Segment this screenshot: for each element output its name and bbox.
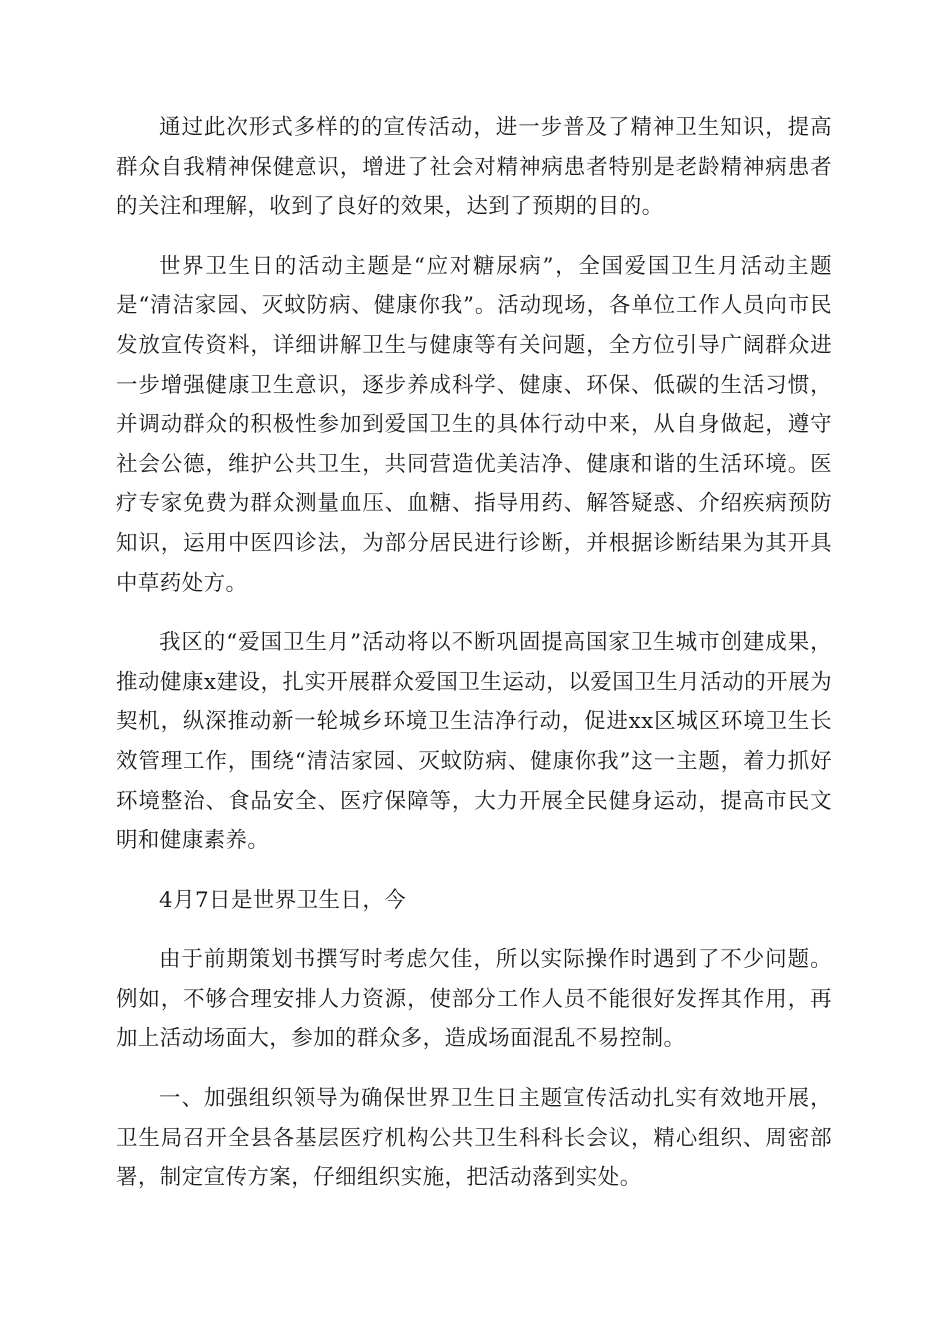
paragraph-3: 我区的“爱国卫生月”活动将以不断巩固提高国家卫生城市创建成果，推动健康x建设，扎实开展群众爱国卫生运动，以爱国卫生月活动的开展为契机，纵深推动新一轮城乡环境卫生洁净行动，促进xx区城区环境卫生长效管理工作，围绕“清洁家园、灭蚊防病、健康你我”这一主题，着力抓好环境整治、食品安全、医疗保障等，大力开展全民健身运动，提高市民文明和健康素养。	[116, 630, 832, 854]
paragraph-2: 世界卫生日的活动主题是“应对糖尿病”，全国爱国卫生月活动主题是“清洁家园、灭蚊防病、健康你我”。活动现场，各单位工作人员向市民发放宣传资料，详细讲解卫生与健康等有关问题，全方位引导广阔群众进一步增强健康卫生意识，逐步养成科学、健康、环保、低碳的生活习惯，并调动群众的积极性参加到爱国卫生的具体行动中来，从自身做起，遵守社会公德，维护公共卫生，共同营造优美洁净、健康和谐的生活环境。医疗专家免费为群众测量血压、血糖、指导用药、解答疑惑、介绍疾病预防知识，运用中医四诊法，为部分居民进行诊断，并根据诊断结果为其开具中草药处方。	[116, 253, 832, 596]
paragraph-5: 由于前期策划书撰写时考虑欠佳，所以实际操作时遇到了不少问题。例如，不够合理安排人力资源，使部分工作人员不能很好发挥其作用，再加上活动场面大，参加的群众多，造成场面混乱不易控制。	[116, 947, 832, 1052]
paragraph-6: 一、加强组织领导为确保世界卫生日主题宣传活动扎实有效地开展，卫生局召开全县各基层医疗机构公共卫生科科长会议，精心组织、周密部署，制定宣传方案，仔细组织实施，把活动落到实处。	[116, 1086, 832, 1191]
paragraph-4: 4月7日是世界卫生日，今	[159, 887, 407, 913]
document-body	[116, 108, 832, 1218]
paragraph-1: 通过此次形式多样的的宣传活动，进一步普及了精神卫生知识，提高群众自我精神保健意识，增进了社会对精神病患者特别是老龄精神病患者的关注和理解，收到了良好的效果，达到了预期的目的。	[116, 115, 832, 220]
